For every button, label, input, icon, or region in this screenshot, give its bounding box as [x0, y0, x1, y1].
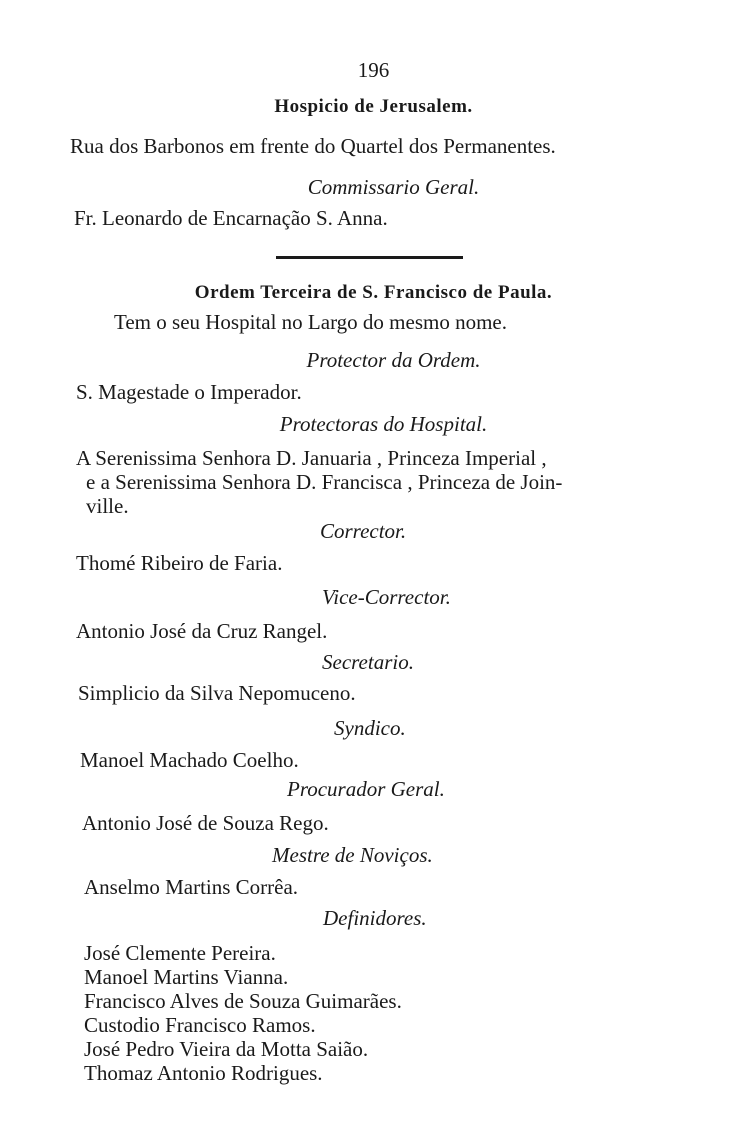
order-title: Ordem Terceira de S. Francisco de Paula. [194, 282, 553, 303]
commissioner-title: Commissario Geral. [307, 175, 480, 199]
office-title: Mestre de Noviços. [272, 843, 433, 867]
office-title: Corrector. [320, 519, 407, 543]
hospice-address: Rua dos Barbonos em frente do Quartel dos Permanentes. [70, 134, 556, 158]
order-subtitle: Tem o seu Hospital no Largo do mesmo nome. [114, 310, 508, 334]
commissioner-name: Fr. Leonardo de Encarnação S. Anna. [74, 206, 388, 230]
definer-name: Custodio Francisco Ramos. [84, 1013, 316, 1037]
office-holder: Antonio José de Souza Rego. [82, 811, 329, 835]
protectresses-line: ville. [86, 494, 129, 518]
protectresses-line: e a Serenissima Senhora D. Francisca , Princeza de Join- [86, 470, 563, 494]
office-title: Syndico. [334, 716, 406, 740]
protector-title: Protector da Ordem. [306, 348, 481, 372]
definer-name: Thomaz Antonio Rodrigues. [84, 1061, 323, 1085]
page-number: 196 [357, 58, 390, 82]
definers-title: Definidores. [323, 906, 427, 930]
protectresses-title: Protectoras do Hospital. [279, 412, 488, 436]
protector-name: S. Magestade o Imperador. [76, 380, 302, 404]
office-title: Secretario. [322, 650, 414, 674]
office-title: Vice-Corrector. [322, 585, 451, 609]
protectresses-line: A Serenissima Senhora D. Januaria , Princeza Imperial , [76, 446, 547, 470]
definer-name: José Pedro Vieira da Motta Saião. [84, 1037, 369, 1061]
definer-name: José Clemente Pereira. [84, 941, 276, 965]
section-divider [276, 256, 463, 259]
hospice-title: Hospicio de Jerusalem. [274, 96, 473, 117]
office-holder: Simplicio da Silva Nepomuceno. [78, 681, 356, 705]
office-holder: Anselmo Martins Corrêa. [84, 875, 299, 899]
office-holder: Antonio José da Cruz Rangel. [76, 619, 328, 643]
definer-name: Manoel Martins Vianna. [84, 965, 289, 989]
definer-name: Francisco Alves de Souza Guimarães. [84, 989, 402, 1013]
office-holder: Thomé Ribeiro de Faria. [76, 551, 283, 575]
office-holder: Manoel Machado Coelho. [80, 748, 299, 772]
office-title: Procurador Geral. [287, 777, 445, 801]
